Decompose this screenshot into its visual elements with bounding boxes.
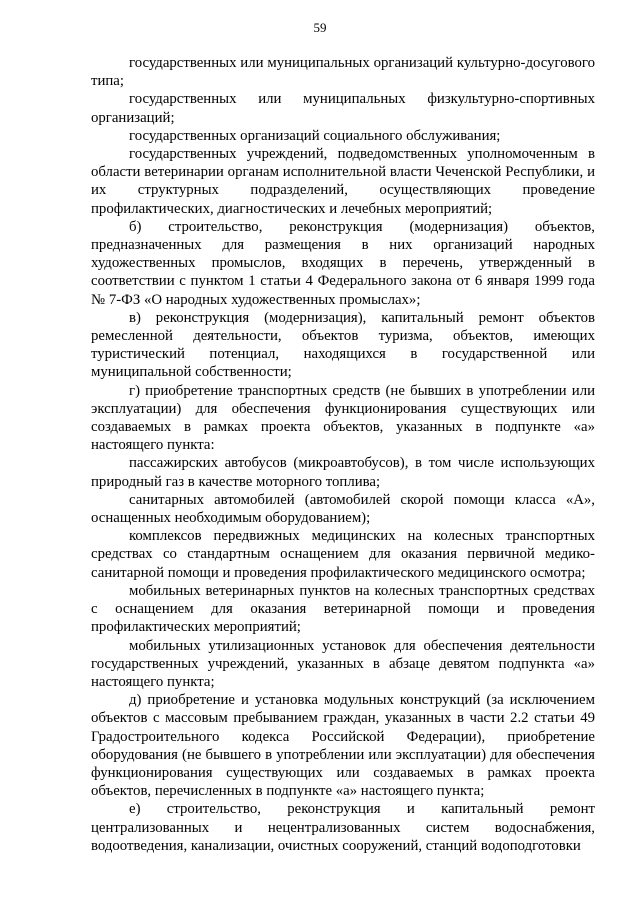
paragraph: д) приобретение и установка модульных конструкций (за исключением объектов с массовым пребыванием граждан, указанных в части 2.2 статьи 49 Градостроительного кодекса Российской Федерации), приобретение оборудования (не бывшего в употреблении или эксплуатации) для обеспечения функционирования существующих или создаваемых в рамках проекта объектов, перечисленных в подпункте «а» настоящего пункта; (91, 692, 595, 800)
paragraph: мобильных ветеринарных пунктов на колесных транспортных средствах с оснащением для оказания ветеринарной помощи и проведения профилактических мероприятий; (91, 582, 595, 636)
paragraph: в) реконструкция (модернизация), капитальный ремонт объектов ремесленной деятельности, объектов туризма, объектов, имеющих туристический потенциал, находящихся в государственной или муниципальной собственности; (91, 309, 595, 381)
paragraph: комплексов передвижных медицинских на колесных транспортных средствах со стандартным оснащением для оказания первичной медико-санитарной помощи и проведения профилактического медицинского осмотра; (91, 528, 595, 581)
paragraph: г) приобретение транспортных средств (не бывших в употреблении или эксплуатации) для обеспечения функционирования существующих или создаваемых в рамках проекта объектов, указанных в подпункте «а» настоящего пункта: (91, 382, 595, 454)
paragraph: б) строительство, реконструкция (модернизация) объектов, предназначенных для размещения в них организаций народных художественных промыслов, входящих в перечень, утвержденный в соответствии с пунктом 1 статьи 4 Федерального закона от 6 января 1999 года № 7-ФЗ «О народных художественных промыслах»; (91, 218, 595, 308)
paragraph: е) строительство, реконструкция и капитальный ремонт централизованных и нецентрализованных систем водоснабжения, водоотведения, канализации, очистных сооружений, станций водоподготовки (91, 801, 595, 854)
paragraph: государственных или муниципальных организаций культурно-досугового типа; (91, 55, 595, 90)
document-body (91, 54, 595, 855)
paragraph: пассажирских автобусов (микроавтобусов), в том числе использующих природный газ в качестве моторного топлива; (91, 455, 595, 490)
paragraph: санитарных автомобилей (автомобилей скорой помощи класса «А», оснащенных необходимым оборудованием); (91, 491, 595, 527)
paragraph: мобильных утилизационных установок для обеспечения деятельности государственных учреждений, указанных в абзаце девятом подпункта «а» настоящего пункта; (91, 637, 595, 690)
paragraph: государственных учреждений, подведомственных уполномоченным в области ветеринарии органам исполнительной власти Чеченской Республики, и их структурных подразделений, осуществляющих проведение профилактических, диагностических и лечебных мероприятий; (91, 146, 595, 217)
paragraph: государственных организаций социального обслуживания; (129, 127, 501, 144)
paragraph: государственных или муниципальных физкультурно-спортивных организаций; (91, 91, 595, 126)
page-number: 59 (313, 20, 327, 35)
